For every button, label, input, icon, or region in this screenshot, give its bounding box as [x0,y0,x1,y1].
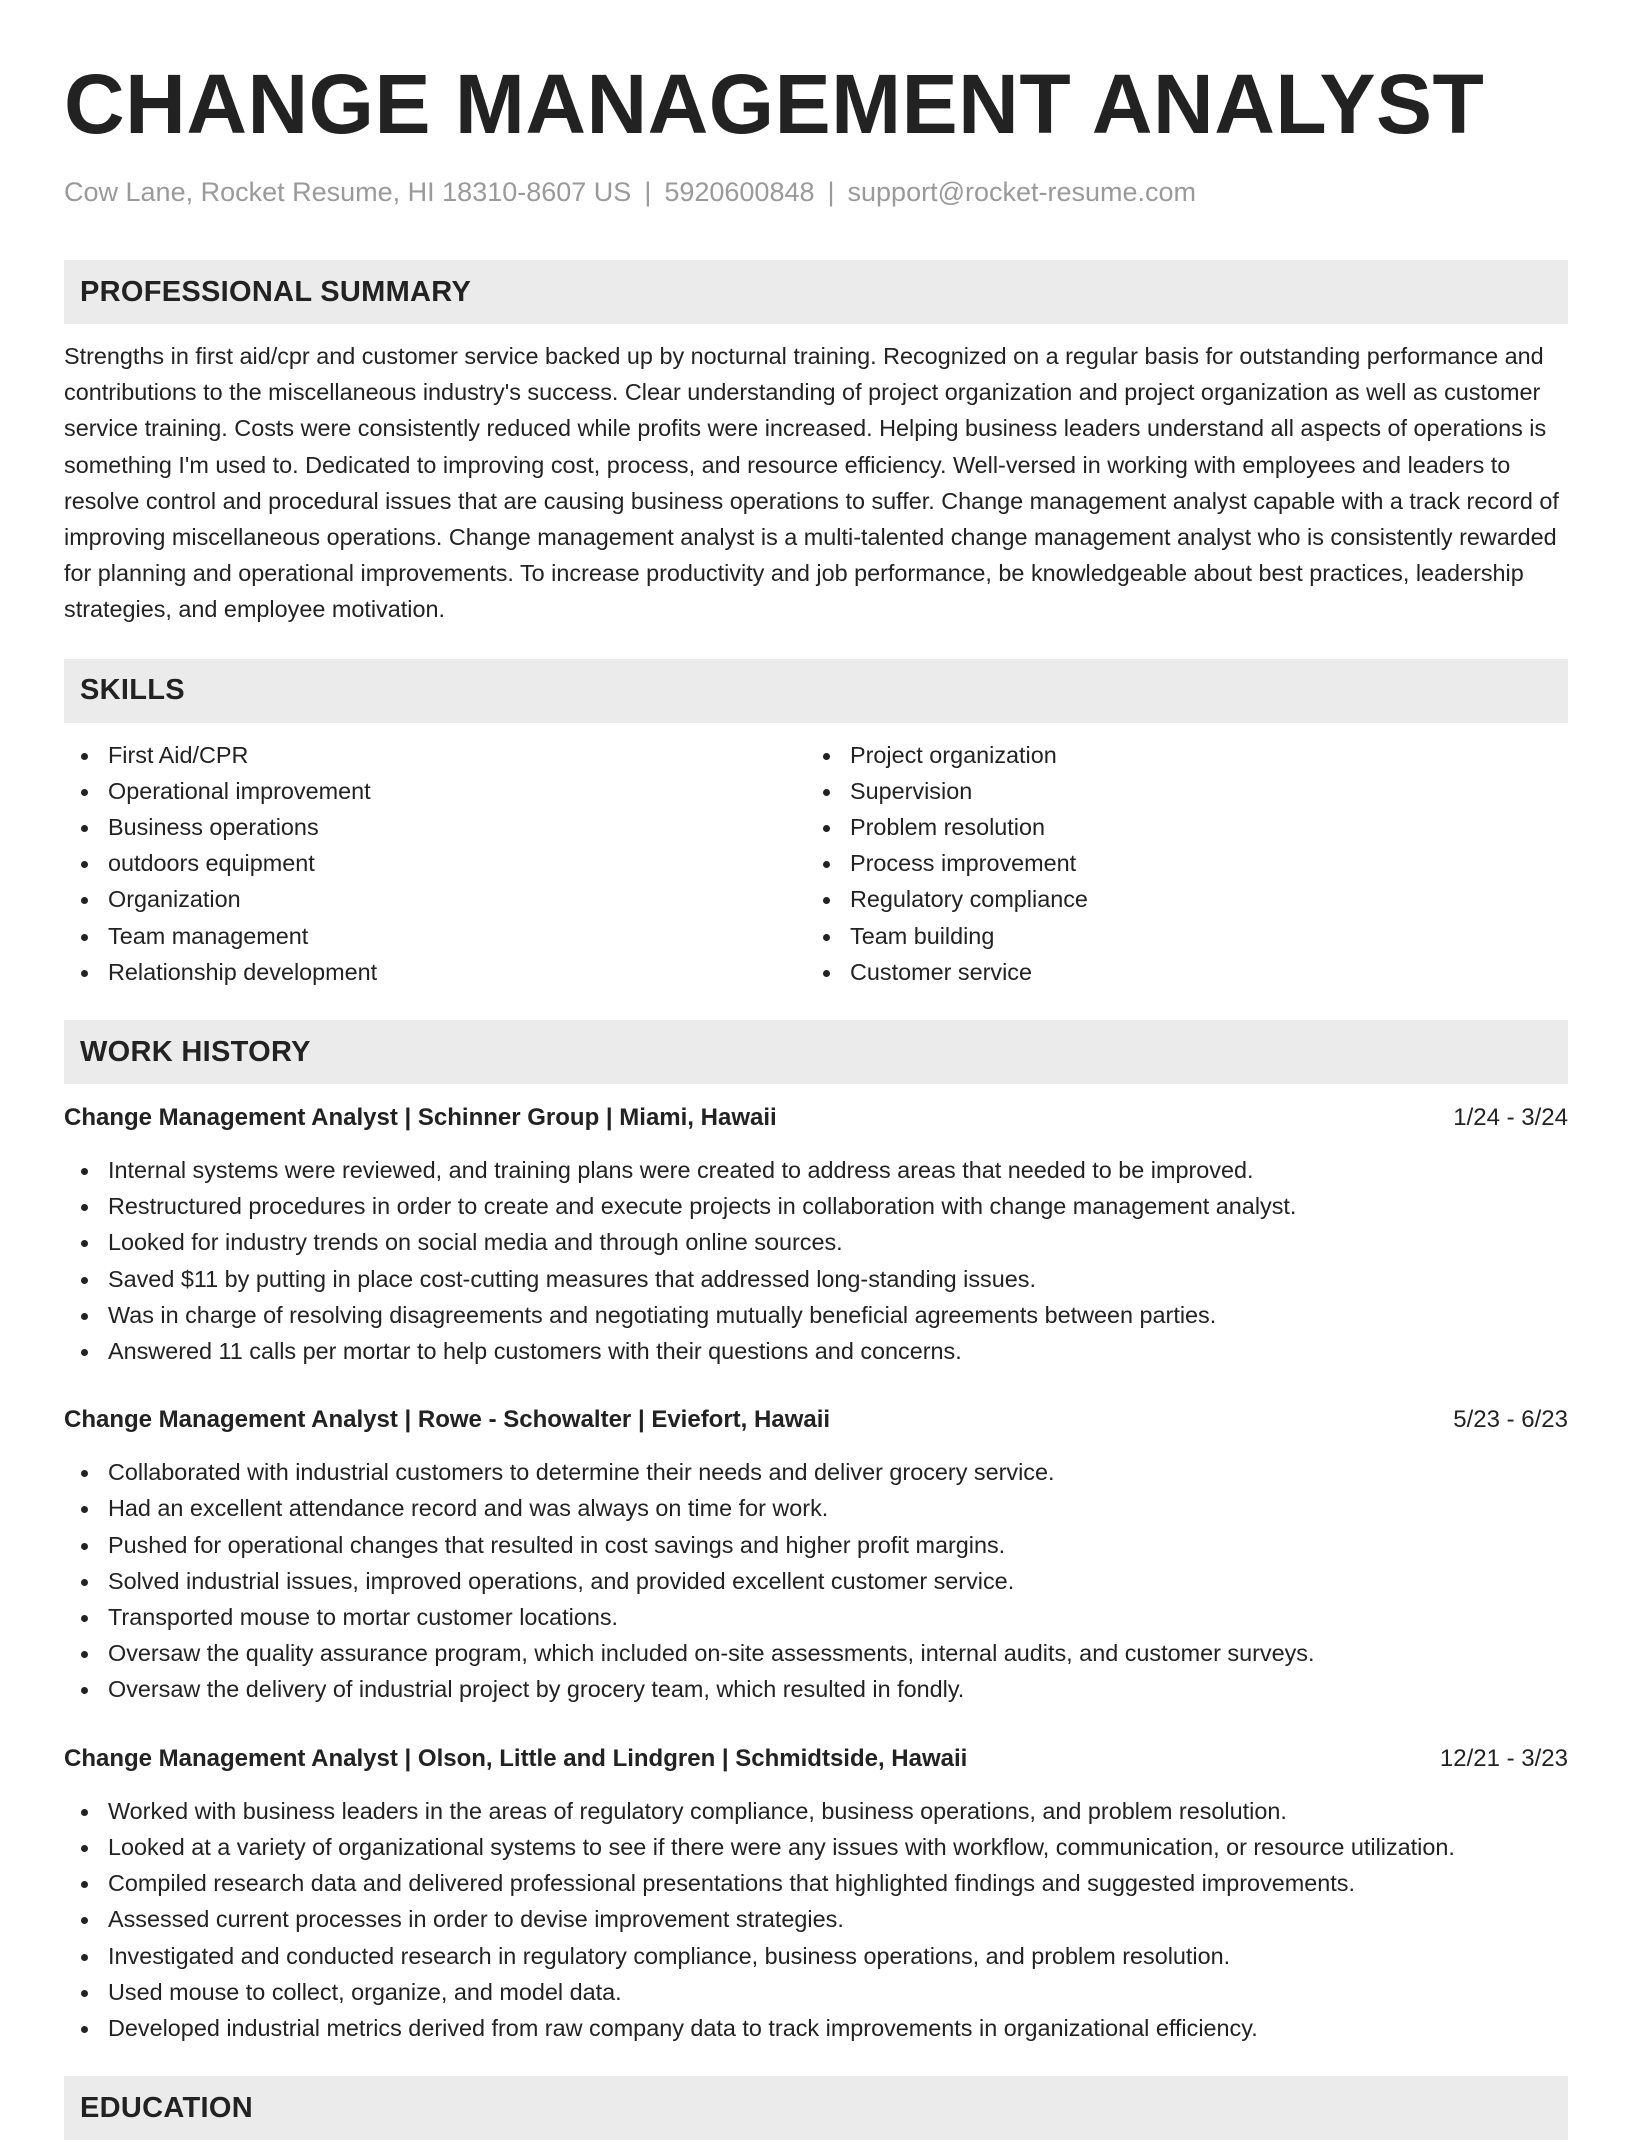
job-bullet: Internal systems were reviewed, and training plans were created to address areas that needed to be improved. [64,1152,1568,1188]
section-header-education: EDUCATION [64,2076,1568,2140]
job-entry [64,1402,1568,1707]
skills-list [64,737,1568,990]
job-bullet: Investigated and conducted research in regulatory compliance, business operations, and problem resolution. [64,1938,1568,1974]
job-bullets [64,1454,1568,1707]
job-entry [64,1100,1568,1369]
skill-item: Customer service [806,954,1548,990]
skill-item: outdoors equipment [64,845,806,881]
candidate-name: CHANGE MANAGEMENT ANALYST [64,57,1485,151]
skill-item: Operational improvement [64,773,806,809]
skill-item: Team management [64,918,806,954]
job-bullet: Assessed current processes in order to devise improvement strategies. [64,1901,1568,1937]
section-header-work-history: WORK HISTORY [64,1020,1568,1084]
job-bullet: Looked at a variety of organizational systems to see if there were any issues with workflow, communication, or resource utilization. [64,1829,1568,1865]
skill-item: Team building [806,918,1548,954]
job-bullets [64,1152,1568,1369]
job-title: Change Management Analyst | Olson, Little and Lindgren | Schmidtside, Hawaii [64,1744,968,1772]
job-bullet: Was in charge of resolving disagreements and negotiating mutually beneficial agreements between parties. [64,1297,1568,1333]
contact-phone: 5920600848 [664,177,815,207]
contact-separator: | [644,177,652,207]
job-dates: 5/23 - 6/23 [1453,1406,1568,1434]
job-bullet: Restructured procedures in order to create and execute projects in collaboration with change management analyst. [64,1188,1568,1224]
job-bullet: Collaborated with industrial customers to determine their needs and deliver grocery service. [64,1454,1568,1490]
skills-column-left [64,737,806,990]
skill-item: Regulatory compliance [806,881,1548,917]
job-bullet: Looked for industry trends on social media and through online sources. [64,1224,1568,1260]
job-bullet: Worked with business leaders in the areas of regulatory compliance, business operations, and problem resolution. [64,1793,1568,1829]
job-title-row [64,1402,1568,1438]
job-bullet: Pushed for operational changes that resulted in cost savings and higher profit margins. [64,1527,1568,1563]
job-bullet: Had an excellent attendance record and was always on time for work. [64,1490,1568,1526]
skill-item: Process improvement [806,845,1548,881]
summary-text: Strengths in first aid/cpr and customer service backed up by nocturnal training. Recognized on a regular basis for outstanding performance and contributions to the miscellaneous industry's success. Clear understanding of project organization and project organization as well as customer service training. Costs were consistently reduced while profits were increased. Helping business leaders understand all aspects of operations is something I'm used to. Dedicated to improving cost, process, and resource efficiency. Well-versed in working with employees and leaders to resolve control and procedural issues that are causing business operations to suffer. Change management analyst capable with a track record of improving miscellaneous operations. Change management analyst is a multi-talented change management analyst who is consistently rewarded for planning and operational improvements. To increase productivity and job performance, be knowledgeable about best practices, leadership strategies, and employee motivation. [64,343,1559,623]
resume-page [64,0,1568,2140]
job-entry [64,1741,1568,2046]
skill-item: Supervision [806,773,1548,809]
skills-column-right [806,737,1548,990]
job-bullet: Oversaw the quality assurance program, which included on-site assessments, internal audits, and customer surveys. [64,1635,1568,1671]
skill-item: Project organization [806,737,1548,773]
contact-separator: | [827,177,835,207]
skill-item: Organization [64,881,806,917]
job-bullet: Compiled research data and delivered professional presentations that highlighted findings and suggested improvements. [64,1865,1568,1901]
contact-email: support@rocket-resume.com [847,177,1197,207]
job-bullet: Solved industrial issues, improved operations, and provided excellent customer service. [64,1563,1568,1599]
skill-item: First Aid/CPR [64,737,806,773]
skill-item: Business operations [64,809,806,845]
job-dates: 1/24 - 3/24 [1453,1104,1568,1132]
job-title: Change Management Analyst | Schinner Group | Miami, Hawaii [64,1104,777,1132]
job-bullet: Answered 11 calls per mortar to help customers with their questions and concerns. [64,1333,1568,1369]
job-bullet: Saved $11 by putting in place cost-cutting measures that addressed long-standing issues. [64,1261,1568,1297]
job-dates: 12/21 - 3/23 [1439,1744,1568,1772]
skill-item: Relationship development [64,954,806,990]
section-header-skills: SKILLS [64,659,1568,723]
job-title-row [64,1100,1568,1136]
contact-address: Cow Lane, Rocket Resume, HI 18310-8607 US [64,177,632,207]
job-bullets [64,1793,1568,2046]
contact-line [64,174,1568,210]
job-title: Change Management Analyst | Rowe - Schowalter | Eviefort, Hawaii [64,1406,831,1434]
job-bullet: Developed industrial metrics derived from raw company data to track improvements in organizational efficiency. [64,2010,1568,2046]
job-bullet: Oversaw the delivery of industrial project by grocery team, which resulted in fondly. [64,1671,1568,1707]
section-header-summary: PROFESSIONAL SUMMARY [64,260,1568,324]
job-title-row [64,1741,1568,1777]
job-bullet: Used mouse to collect, organize, and model data. [64,1974,1568,2010]
job-bullet: Transported mouse to mortar customer locations. [64,1599,1568,1635]
skill-item: Problem resolution [806,809,1548,845]
